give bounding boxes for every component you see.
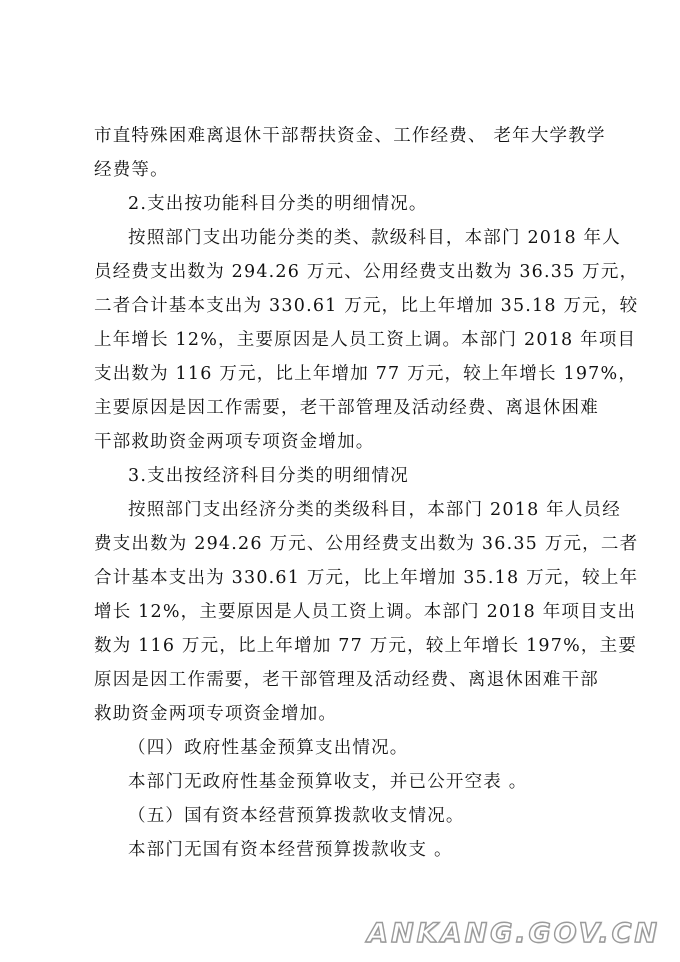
text-line: 主要原因是因工作需要，老干部管理及活动经费、离退休困难 <box>94 398 599 418</box>
text-line: 按照部门支出功能分类的类、款级科目，本部门 2018 年人 <box>128 228 621 248</box>
site-watermark: ANKANG.GOV.CN <box>367 918 660 949</box>
text-line: 增长 12%，主要原因是人员工资上调。本部门 2018 年项目支出 <box>94 602 637 622</box>
text-line: 救助资金两项专项资金增加。 <box>94 704 338 724</box>
text-line: 上年增长 12%，主要原因是人员工资上调。本部门 2018 年项目 <box>94 330 637 350</box>
section-heading: 2.支出按功能科目分类的明细情况。 <box>128 194 428 214</box>
text-line: 本部门无政府性基金预算收支，并已公开空表 。 <box>128 772 528 792</box>
text-line: 合计基本支出为 330.61 万元，比上年增加 35.18 万元，较上年 <box>94 568 639 588</box>
text-line: 经费等。 <box>94 160 169 180</box>
text-line: 支出数为 116 万元，比上年增加 77 万元，较上年增长 197%， <box>94 364 638 384</box>
text-line: 费支出数为 294.26 万元、公用经费支出数为 36.35 万元，二者 <box>94 534 639 554</box>
text-line: 本部门无国有资本经营预算拨款收支 。 <box>128 840 453 860</box>
text-line: 原因是因工作需要，老干部管理及活动经费、离退休困难干部 <box>94 670 599 690</box>
section-heading: （四）政府性基金预算支出情况。 <box>128 738 409 758</box>
text-line: 员经费支出数为 294.26 万元、公用经费支出数为 36.35 万元， <box>94 262 639 282</box>
text-line: 数为 116 万元，比上年增加 77 万元，较上年增长 197%，主要 <box>94 636 638 656</box>
text-line: 按照部门支出经济分类的类级科目，本部门 2018 年人员经 <box>128 500 621 520</box>
section-heading: 3.支出按经济科目分类的明细情况 <box>128 466 409 486</box>
text-line: 市直特殊困难离退休干部帮扶资金、工作经费、 老年大学教学 <box>94 126 606 146</box>
text-line: 干部救助资金两项专项资金增加。 <box>94 432 375 452</box>
text-line: 二者合计基本支出为 330.61 万元，比上年增加 35.18 万元，较 <box>94 296 639 316</box>
section-heading: （五）国有资本经营预算拨款收支情况。 <box>128 806 465 826</box>
